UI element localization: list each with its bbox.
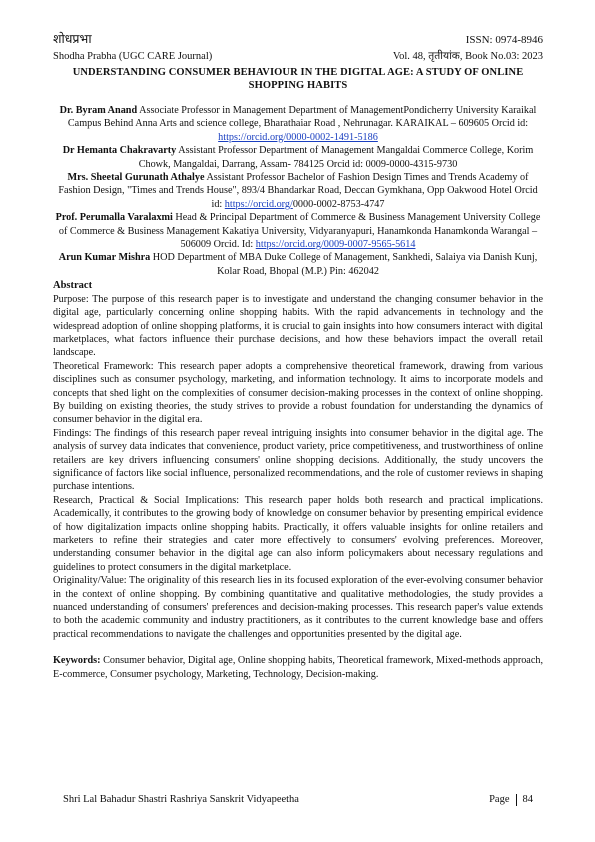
keywords-label: Keywords:	[53, 655, 101, 667]
author-entry	[53, 171, 543, 211]
author-details: Assistant Professor Bachelor of Fashion Design Times and Trends Academy of Fashion Design, "Times and Trends House", 893/4 Bhandarkar Road, Deccan Gymkhana, Opp Oakwood Hotel Orcid id:	[58, 172, 538, 210]
page-footer	[63, 794, 533, 806]
author-list	[53, 104, 543, 278]
abstract-heading: Abstract	[53, 280, 93, 292]
author-details: Head & Principal Department of Commerce & Business Management University College of Commerce & Business Management Kakatiya University, Vidyaranyapuri, Hanamkonda Hanamkonda Warangal – 506009 Orcid. Id:	[58, 212, 541, 251]
abstract-implications: Research, Practical & Social Implications: This research paper holds both research and practical implications. Academically, it contributes to the growing body of knowledge on consumer behavior by presenting empirical evidence of how digitalization impacts online shopping habits. Practically, it offers valuable insights for online retailers and marketers to refine their strategies and cater more effectively to consumers' evolving preferences. Moreover, understanding consumer behavior in the digital age can also inform policymakers about necessary regulations and guidelines to protect consumers in the digital marketplace.	[53, 494, 543, 573]
orcid-link[interactable]: https://orcid.org/	[224, 198, 293, 210]
paper-page	[53, 30, 543, 681]
author-entry	[53, 211, 543, 251]
abstract-findings: Findings: The findings of this research paper reveal intriguing insights into consumer behavior in the digital age. The analysis of survey data indicates that convenience, product variety, price competitiveness, and trustworthiness of online retailers are key drivers influencing consumers' online shopping decisions. Additionally, the study uncovers the significance of factors like social influence, personalized recommendations, and the role of customer reviews in shaping purchase intentions.	[53, 427, 543, 493]
author-details: Associate Professor in Management Department of ManagementPondicherry University Karaikal Campus Behind Anna Arts and science college, Bharathaiar Road , Nehrunagar. KARAIKAL – 609605 Orcid id:	[67, 105, 537, 130]
author-entry	[53, 104, 543, 144]
abstract-section	[53, 279, 543, 641]
orcid-link[interactable]: https://orcid.org/0009-0007-9565-5614	[255, 239, 416, 251]
page-number-block	[489, 794, 533, 806]
page-label: Page	[489, 794, 510, 805]
keywords-section	[53, 654, 543, 681]
volume-info: Vol. 48, तृतीयांक, Book No.03: 2023	[392, 51, 543, 62]
author-name: Dr. Byram Anand	[59, 105, 138, 116]
author-name: Dr Hemanta Chakravarty	[62, 145, 177, 157]
keywords-text: Consumer behavior, Digital age, Online shopping habits, Theoretical framework, Mixed-methods approach, E-commerce, Consumer psychology, Marketing, Technology, Decision-making.	[53, 655, 543, 680]
footer-institution: Shri Lal Bahadur Shastri Rashriya Sanskrit Vidyapeetha	[63, 794, 299, 805]
author-entry	[53, 251, 543, 278]
author-entry	[53, 144, 543, 171]
journal-header-row-2	[53, 49, 543, 63]
abstract-purpose: Purpose: The purpose of this research paper is to investigate and understand the changing consumer behavior in the digital age, particularly concerning online shopping habits. With the rapid advancements in technology and the widespread adoption of online shopping platforms, it is crucial to gain insights into how consumers interact with digital marketplaces, what factors influence their purchase decisions, and how these behaviors impact the overall retail landscape.	[53, 293, 543, 359]
orcid-link[interactable]: https://orcid.org/0000-0002-1491-5186	[218, 131, 378, 143]
author-name: Mrs. Sheetal Gurunath Athalye	[67, 172, 205, 184]
author-details: Assistant Professor Department of Management Mangaldai Commerce College, Korim Chowk, Mangaldai, Darrang, Assam- 784125 Orcid id: 0009-0000-4315-9730	[138, 145, 534, 170]
orcid-id: 0000-0002-8753-4747	[292, 198, 385, 210]
journal-header-row-1	[53, 30, 543, 47]
journal-hindi-name: शोधप्रभा	[53, 31, 92, 46]
journal-name: Shodha Prabha (UGC CARE Journal)	[53, 51, 213, 62]
page-number: 84	[522, 794, 533, 805]
author-details: HOD Department of MBA Duke College of Management, Sankhedi, Salaiya via Danish Kunj, Kolar Road, Bhopal (M.P.) Pin: 462042	[152, 252, 538, 277]
abstract-framework: Theoretical Framework: This research paper adopts a comprehensive theoretical framework, drawing from various disciplines such as consumer psychology, marketing, and information technology. It aims to incorporate models and concepts that shed light on the complexities of consumer decision-making processes in the context of online shopping. By building on existing theories, the study strives to provide a robust foundation for understanding the dynamics of consumer behavior in the digital era.	[53, 360, 543, 426]
issn: ISSN: 0974-8946	[465, 34, 543, 46]
author-name: Prof. Perumalla Varalaxmi	[55, 212, 173, 224]
abstract-originality: Originality/Value: The originality of this research lies in its focused exploration of the ever-evolving consumer behavior in the context of online shopping. By combining quantitative and qualitative methodologies, the study provides a nuanced understanding of consumers' preferences and decision-making processes. This research paper's value extends to both the academic community and industry practitioners, as it contributes to the current knowledge base and offers practical recommendations to navigate the challenges and opportunities presented by the digital age.	[53, 575, 543, 640]
paper-title: UNDERSTANDING CONSUMER BEHAVIOUR IN THE DIGITAL AGE: A STUDY OF ONLINE SHOPPING HABITS	[72, 67, 524, 91]
page-separator	[516, 794, 517, 806]
author-name: Arun Kumar Mishra	[58, 252, 151, 264]
